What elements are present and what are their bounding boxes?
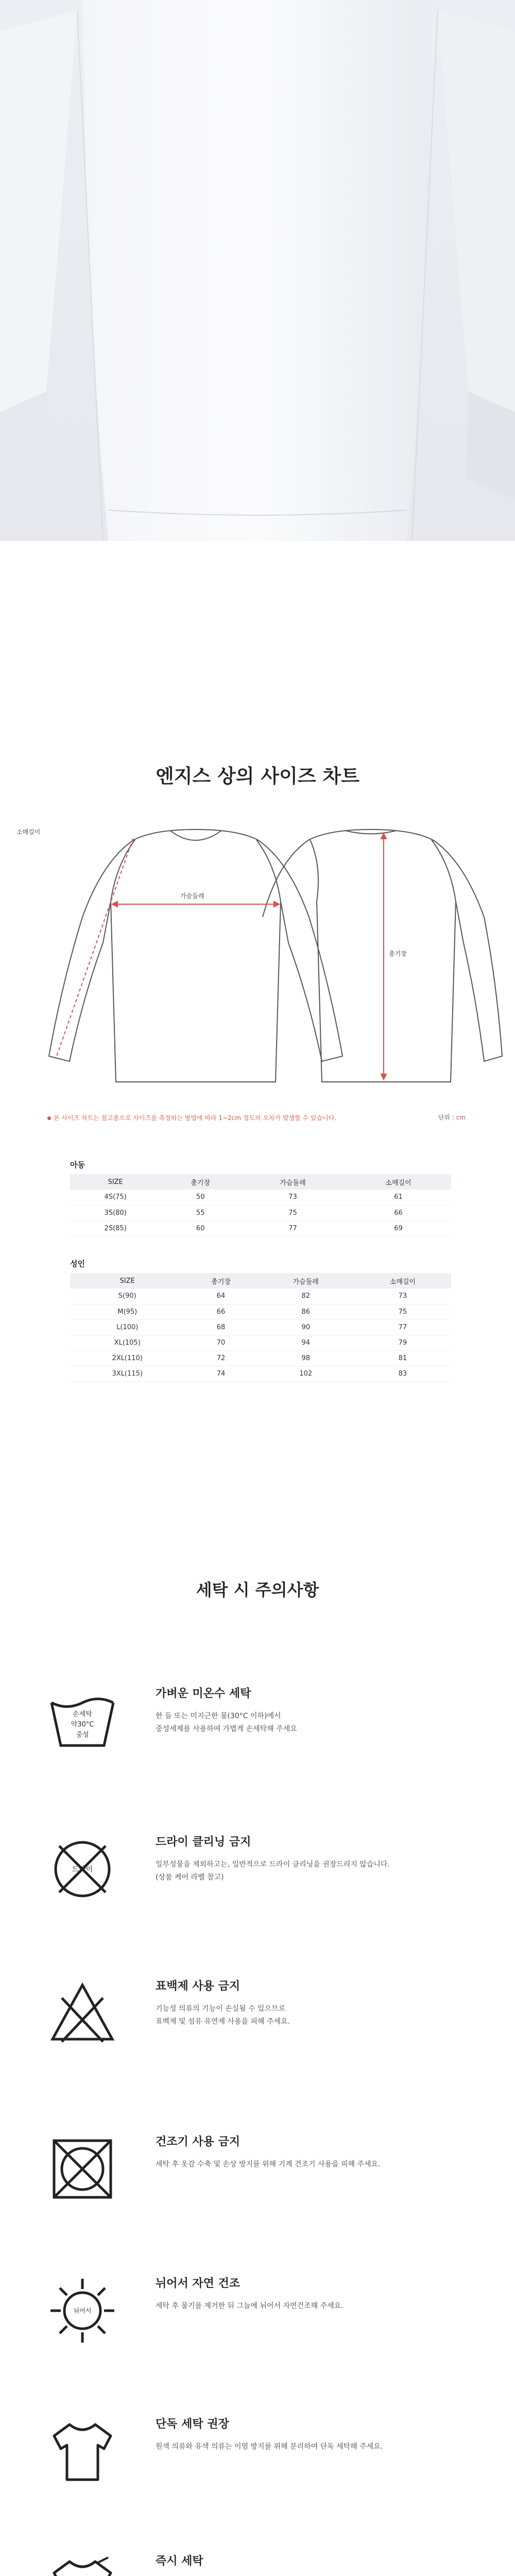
care-title: 건조기 사용 금지 — [156, 2136, 241, 2148]
column-header: SIZE — [70, 1174, 161, 1190]
table-header — [70, 1273, 451, 1289]
care-desc: 기능성 의류의 기능이 손실될 수 있으므로 — [156, 2005, 286, 2013]
care-item-hand-wash — [46, 1685, 469, 1793]
back-shirt-outline — [263, 829, 502, 1082]
care-title: 가벼운 미온수 세탁 — [156, 1687, 251, 1700]
white-rashguard-image — [0, 0, 515, 541]
column-header: 가슴둘레 — [240, 1174, 346, 1190]
column-header: 총기장 — [161, 1174, 240, 1190]
care-desc: 중성세제를 사용하여 가볍게 손세탁해 주세요 — [156, 1725, 297, 1734]
table-cell: 68 — [184, 1319, 257, 1335]
no-tumble-dry-icon — [46, 2133, 118, 2205]
table-cell: 55 — [161, 1205, 240, 1221]
shade-dry-icon: 뉘어서 — [46, 2275, 118, 2347]
column-header: 가슴둘레 — [258, 1273, 354, 1289]
wash-care-title: 세탁 시 주의사항 — [196, 1580, 319, 1600]
product-photo — [0, 0, 515, 541]
tshirt-icon — [46, 2415, 118, 2487]
chest-label: 가슴둘레 — [180, 892, 204, 900]
sleeve-length-label: 소매길이 — [16, 828, 41, 836]
care-item-immediate-wash — [46, 2552, 469, 2576]
care-desc: 일부성물을 제외하고는, 일반적으로 드라이 클리닝을 권장드리지 않습니다. — [156, 1860, 390, 1869]
table-cell: 77 — [354, 1319, 451, 1335]
table-cell: S(90) — [70, 1289, 184, 1304]
table-cell: 66 — [184, 1304, 257, 1319]
front-shirt-outline — [49, 829, 342, 1082]
column-header: 총기장 — [184, 1273, 257, 1289]
adult-size-table — [70, 1273, 451, 1382]
kids-label: 아동 — [70, 1160, 85, 1170]
table-row — [70, 1335, 451, 1350]
table-row — [70, 1190, 451, 1205]
total-length-label: 총기장 — [389, 950, 407, 957]
table-header — [70, 1174, 451, 1190]
table-cell: 86 — [258, 1304, 354, 1319]
unit-label: 단위 : cm — [438, 1114, 466, 1121]
measurement-lines — [57, 834, 386, 1079]
table-cell: 94 — [258, 1335, 354, 1350]
note-bullet-icon — [47, 1116, 51, 1120]
kids-size-table-group — [70, 1159, 451, 1236]
table-cell: 77 — [240, 1221, 346, 1236]
table-cell: 74 — [184, 1366, 257, 1381]
care-title: 뉘어서 자연 건조 — [156, 2277, 241, 2290]
care-title: 즉시 세탁 — [156, 2555, 203, 2568]
care-item-shade-dry — [46, 2275, 469, 2383]
kids-size-table — [70, 1174, 451, 1236]
care-desc: 세탁 후 옷감 수축 및 손상 방지를 위해 기계 건조기 사용을 피해 주세요. — [156, 2160, 381, 2168]
column-header: 소매길이 — [354, 1273, 451, 1289]
size-note: 본 사이즈 차트는 참고용으로 사이즈를 측정하는 방법에 따라 1~2cm 정도의 오차가 발생할 수 있습니다. — [47, 1113, 336, 1122]
care-desc: 표백제 및 섬유 유연제 사용을 피해 주세요. — [156, 2018, 290, 2026]
adult-size-table-group — [70, 1258, 451, 1382]
no-bleach-icon — [46, 1977, 118, 2049]
table-row — [70, 1366, 451, 1381]
table-row — [70, 1319, 451, 1335]
table-cell: L(100) — [70, 1319, 184, 1335]
table-cell: XL(105) — [70, 1335, 184, 1350]
column-header: SIZE — [70, 1273, 184, 1289]
care-item-no-tumble-dry — [46, 2133, 469, 2241]
table-cell: 4S(75) — [70, 1190, 161, 1205]
table-cell: 98 — [258, 1350, 354, 1366]
sweaty-shirt-icon — [46, 2552, 118, 2576]
care-desc: 원색 의류와 유색 의류는 이염 방지를 위해 분리하여 단독 세탁해 주세요. — [156, 2443, 383, 2451]
table-cell: M(95) — [70, 1304, 184, 1319]
table-cell: 73 — [354, 1289, 451, 1304]
table-cell: 60 — [161, 1221, 240, 1236]
care-title: 드라이 클리닝 금지 — [156, 1836, 251, 1849]
table-cell: 50 — [161, 1190, 240, 1205]
table-cell: 90 — [258, 1319, 354, 1335]
care-item-wash-separately — [46, 2415, 469, 2523]
table-cell: 3XL(115) — [70, 1366, 184, 1381]
table-row — [70, 1221, 451, 1236]
table-cell: 66 — [346, 1205, 451, 1221]
no-dry-clean-icon: 드라이 — [46, 1833, 118, 1905]
care-item-no-dry-clean — [46, 1833, 469, 1941]
table-cell: 2S(85) — [70, 1221, 161, 1236]
care-desc: 한 들 또는 미지근한 물(30°C 이하)에서 — [156, 1712, 281, 1720]
size-chart-title: 엔지스 상의 사이즈 차트 — [155, 765, 360, 787]
table-cell: 79 — [354, 1335, 451, 1350]
table-row — [70, 1289, 451, 1304]
table-cell: 69 — [346, 1221, 451, 1236]
table-cell: 61 — [346, 1190, 451, 1205]
table-row — [70, 1205, 451, 1221]
care-title: 단독 세탁 권장 — [156, 2418, 229, 2431]
table-cell: 72 — [184, 1350, 257, 1366]
table-cell: 70 — [184, 1335, 257, 1350]
table-cell: 75 — [240, 1205, 346, 1221]
table-cell: 82 — [258, 1289, 354, 1304]
table-cell: 75 — [354, 1304, 451, 1319]
table-cell: 83 — [354, 1366, 451, 1381]
care-item-no-bleach — [46, 1977, 469, 2086]
table-cell: 2XL(110) — [70, 1350, 184, 1366]
adult-label: 성인 — [70, 1259, 85, 1268]
care-desc: 세탁 후 물기를 제거한 뒤 그늘에 뉘어서 자연건조해 주세요. — [156, 2302, 344, 2310]
table-cell: 3S(80) — [70, 1205, 161, 1221]
care-desc: (상품 케어 라벨 참고) — [156, 1873, 224, 1882]
care-title: 표백제 사용 금지 — [156, 1980, 241, 1993]
size-diagram — [0, 814, 515, 1103]
table-cell: 73 — [240, 1190, 346, 1205]
table-row — [70, 1304, 451, 1319]
column-header: 소매길이 — [346, 1174, 451, 1190]
table-cell: 64 — [184, 1289, 257, 1304]
hand-wash-icon: 손세탁 약30°C 중성 — [46, 1685, 118, 1757]
table-cell: 102 — [258, 1366, 354, 1381]
table-cell: 81 — [354, 1350, 451, 1366]
table-row — [70, 1350, 451, 1366]
